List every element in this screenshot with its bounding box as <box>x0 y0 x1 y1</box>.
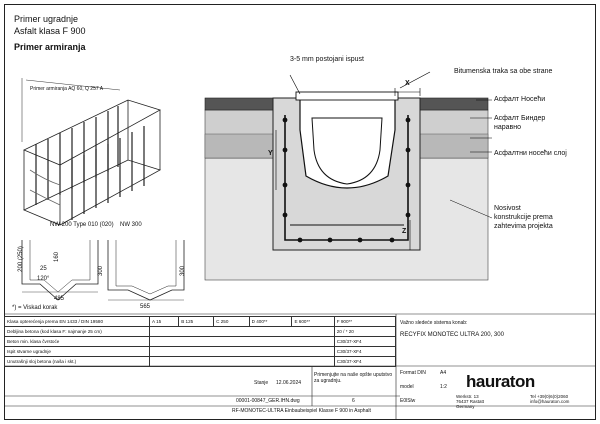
table-cell: Debljina betona (kod klasa F: najmanje 25 cm) <box>5 327 150 337</box>
format-value: A4 <box>440 370 447 376</box>
date-value: 12.06.2024 <box>276 380 302 386</box>
table-cell: C30/37-XF4 <box>334 347 395 357</box>
company-address: Werkstr. 13 76437 Rastatt Germany <box>456 394 485 409</box>
legend-bitumen: Bitumenska traka sa obe strane <box>454 68 553 75</box>
table-cell: Klasa opterećenja prema EN 1433 / DIN 19580 <box>5 317 150 327</box>
table-row <box>5 357 396 367</box>
top-note: 3-5 mm postojani ispust <box>290 56 364 63</box>
title-line2: Asfalt klasa F 900 <box>14 26 86 36</box>
table-cell: Unutrašnji sloj betona (naša i skt.) <box>5 357 150 367</box>
table-cell: E 600** <box>292 317 334 327</box>
table-row <box>5 347 396 357</box>
doc-number: 00001-00847_GER.IHN.dwg <box>236 398 300 404</box>
table-cell: 20 / * 20 <box>334 327 395 337</box>
product-name: RECYFIX MONOTEC ULTRA 200, 300 <box>400 332 504 338</box>
sheet-number: 6 <box>352 398 355 404</box>
table-row <box>5 337 396 347</box>
legend-asphalt-binder: Асфалт Биндер наравно <box>494 115 546 131</box>
footer-title: RF-MONOTEC-ULTRA Einbaubeispiel Klasse F 900 in Asphalt <box>232 408 371 414</box>
subtitle: Primer armiranja <box>14 42 86 52</box>
table-cell: D 400** <box>249 317 292 327</box>
table-cell: A 15 <box>150 317 179 327</box>
rebar-cage-illustration <box>22 78 160 225</box>
section-right-label: NW 300 <box>120 222 142 228</box>
dim-left-height: 200 (250) <box>17 246 24 272</box>
section-left-label: NW 200 Type 010 (020) <box>50 222 114 228</box>
dim-left-angle: 120° <box>37 276 50 282</box>
section-nw200 <box>22 240 98 300</box>
table-cell: C30/37-XF4 <box>334 357 395 367</box>
dim-y-label: Y <box>268 150 273 157</box>
dim-right-h2: 300 <box>180 265 187 277</box>
dim-left-inner: 160 <box>54 251 61 263</box>
dim-right-h1: 300 <box>98 265 105 277</box>
legend-asphalt-wear: Асфалт Носећи <box>494 96 546 103</box>
note-center: Primenjujte na naše opšte uputstvo za ugradnju. <box>314 372 393 384</box>
format-label: Format DIN <box>400 370 426 376</box>
table-row <box>5 327 396 337</box>
dim-left-25: 25 <box>40 266 47 272</box>
table-cell: F 900** <box>334 317 395 327</box>
legend-subgrade: Nosivost konstrukcije prema zahtevima projekta <box>494 205 553 230</box>
table-cell: C30/37-XF4 <box>334 337 395 347</box>
table-row <box>5 317 396 327</box>
table-cell: Ispit stvarne ugradnje <box>5 347 150 357</box>
system-title: Važno sledeće sistema konab: <box>400 320 468 326</box>
dim-z-label: Z <box>402 228 407 235</box>
edition: E0lSlw <box>400 398 416 404</box>
load-class-table <box>4 316 396 367</box>
legend-asphalt-base: Асфалтни носећи слој <box>494 150 567 157</box>
table-cell: B 125 <box>179 317 214 327</box>
table-cell: Beton min. klasa čvrstoće <box>5 337 150 347</box>
dim-x-label: X <box>405 80 410 87</box>
dim-left-width: 485 <box>54 296 65 302</box>
company-contact: Tel +39(0)6(0)2060 info@hauraton.com <box>530 394 570 404</box>
dim-right-width: 565 <box>140 304 151 310</box>
model-value: 1:2 <box>440 384 447 390</box>
model-label: model <box>400 384 414 390</box>
company-logo: hauraton <box>466 372 535 391</box>
rebar-label: Primer armiranja AQ 60, Q 257 A <box>30 86 104 92</box>
title-line1: Primer ugradnje <box>14 14 79 24</box>
table-cell: C 250 <box>214 317 249 327</box>
section-nw300 <box>108 240 187 300</box>
date-label: Stanje <box>254 380 269 386</box>
note-stagger: *) = Viskad korak <box>12 305 58 311</box>
installation-section <box>205 72 492 280</box>
